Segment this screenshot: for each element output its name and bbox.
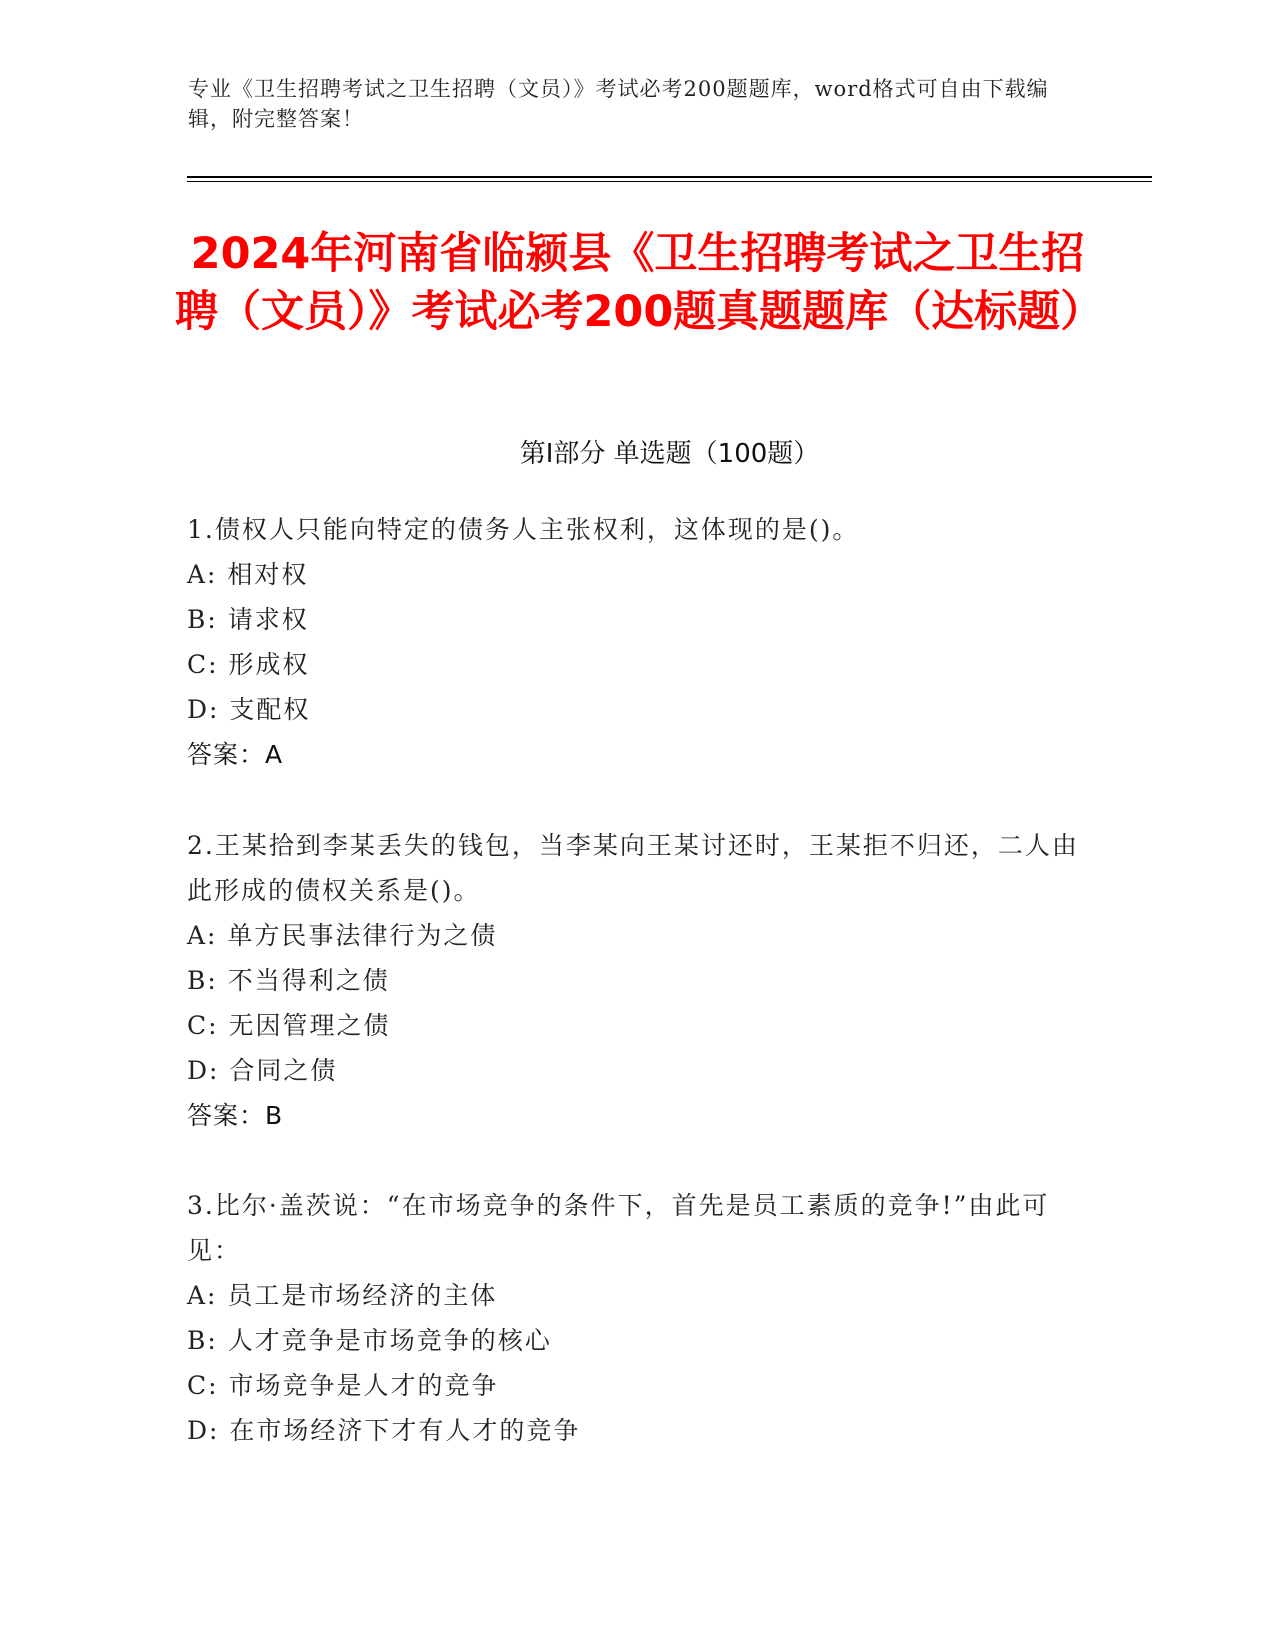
option-a: A: 相对权 [187,560,309,589]
option-b: B: 请求权 [187,605,309,634]
question-3 [187,1183,1087,1453]
answer-text: 答案：B [187,1101,284,1130]
header-divider-thin [187,181,1152,182]
question-2 [187,823,1087,1138]
section-title: 第I部分 单选题（100题） [519,439,820,469]
option-d: D: 合同之债 [187,1056,338,1085]
option-d: D: 在市场经济下才有人才的竞争 [187,1416,581,1445]
header-divider-thick [187,176,1152,178]
option-c: C: 市场竞争是人才的竞争 [187,1371,499,1400]
answer-text: 答案：A [187,740,284,769]
question-stem: 2.王某拾到李某丢失的钱包，当李某向王某讨还时，王某拒不归还，二人由此形成的债权关系是()。 [187,831,1079,905]
option-d: D: 支配权 [187,695,311,724]
option-a: A: 单方民事法律行为之债 [187,921,498,950]
option-b: B: 人才竞争是市场竞争的核心 [187,1326,552,1355]
question-1 [187,507,1087,777]
question-stem: 3.比尔·盖茨说：“在市场竞争的条件下，首先是员工素质的竞争!”由此可见： [187,1191,1050,1265]
header-note: 专业《卫生招聘考试之卫生招聘（文员）》考试必考200题题库，word格式可自由下载编辑，附完整答案！ [188,77,1049,131]
option-c: C: 形成权 [187,650,310,679]
option-a: A: 员工是市场经济的主体 [187,1281,498,1310]
option-b: B: 不当得利之债 [187,966,390,995]
question-stem: 1.债权人只能向特定的债务人主张权利，这体现的是()。 [187,515,860,544]
option-c: C: 无因管理之债 [187,1011,391,1040]
document-title: 2024年河南省临颍县《卫生招聘考试之卫生招聘（文员）》考试必考200题真题题库（达标题） [175,229,1104,337]
